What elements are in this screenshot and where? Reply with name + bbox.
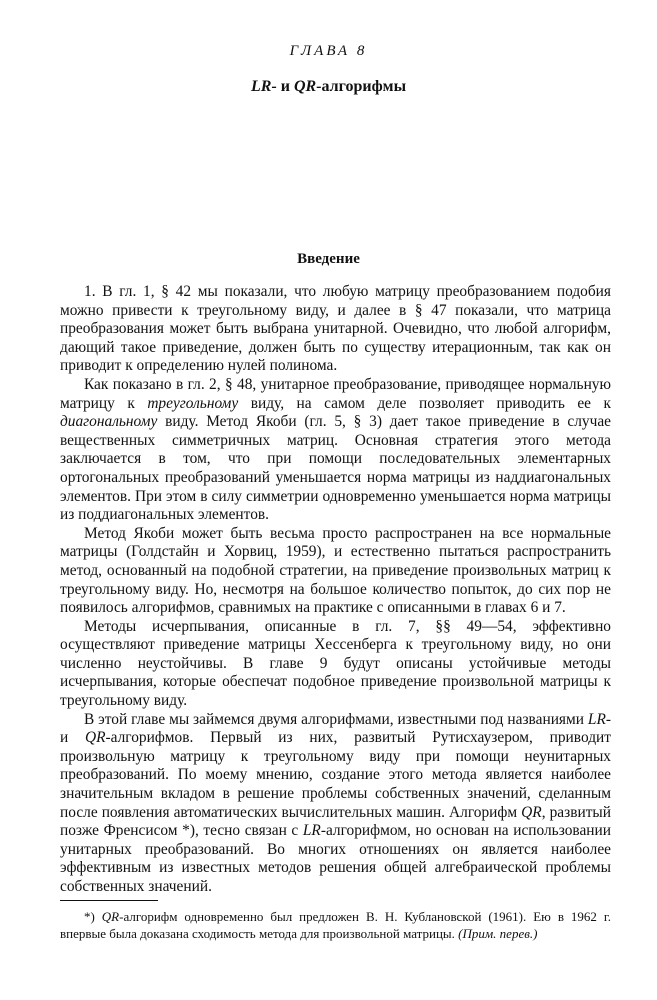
paragraph-2-text-c: виду, на самом деле позволяет приводить ее к [238, 394, 611, 412]
title-qr: QR [293, 78, 317, 95]
term-qr: QR [84, 729, 106, 747]
body-text [60, 283, 611, 897]
title-algorithms: -алгорифмы [316, 78, 407, 95]
paragraph-5 [60, 711, 611, 897]
paragraph-2-text-e: виду. Метод Якоби (гл. 5, § 3) дает такое приведение в случае вещественных симметричных матриц. Основная стратегия этого метода заключается в том, что при помощи последовательных элементарных ортогональных преобразований уменьшается норма матрицы из наддиагональных элементов. При этом в силу симметрии одновременно уменьшается норма матрицы из поддиагональных элементов. [60, 413, 611, 524]
term-lr-2: LR [302, 822, 321, 840]
chapter-label: ГЛАВА 8 [289, 43, 368, 59]
paragraph-3: Метод Якоби может быть весьма просто распространен на все нормальные матрицы (Голдстайн и Хорвиц, 1959), и естественно пытаться распространить метод, основанный на подобной стратегии, на приведение произвольных матриц к треугольному виду. Но, несмотря на большое количество попыток, до сих пор не появилось алгорифмов, сравнимых на практике с описанными в главах 6 и 7. [60, 524, 611, 617]
title-lr: LR [250, 78, 272, 95]
title-and: - и [271, 78, 294, 95]
paragraph-5-text-a: В этой главе мы займемся двумя алгорифмами, известными под названиями [84, 710, 588, 728]
term-qr-2: QR [521, 803, 542, 821]
footnote [60, 909, 611, 942]
paragraph-5-text-e: -алгорифмов. Первый из них, развитый Рутисхаузером, приводит произвольную матрицу к треугольному виду при помощи неунитарных преобразований. По моему мнению, создание этого метода является наиболее значительным вкладом в решение проблемы собственных значений, сделанным после появления автоматических вычислительных машин. Алгорифм [60, 729, 611, 821]
paragraph-2-text-a: Как показано в гл. 2, § 48, унитарное преобразование, приводящее нормальную матрицу к [60, 375, 611, 412]
section-heading: Введение [297, 251, 360, 267]
footnote-body: -алгорифм одновременно был предложен В. Н. Кублановской (1961). Ею в 1962 г. впервые была доказана сходимость метода для произвольной матрицы. [60, 909, 611, 941]
footnote-marker: *) [84, 909, 102, 924]
footnote-text [60, 909, 611, 942]
emphasis-triangular: треугольному [147, 394, 239, 412]
paragraph-5-text-i: -алгорифмом, но основан на использовании унитарных преобразований. Во многих отношениях он является наиболее эффективным из известных методов решения общей алгебраической проблемы собственных значений. [60, 822, 611, 895]
chapter-title [0, 78, 657, 96]
emphasis-diagonal: диагональному [60, 413, 158, 431]
footnote-term-qr: QR [101, 909, 120, 924]
paragraph-5-text-g: , развитый позже Френсисом *), тесно связан с [60, 803, 612, 840]
paragraph-2 [60, 376, 611, 525]
translator-note: (Прим. перев.) [458, 925, 538, 941]
term-lr: LR [587, 710, 606, 728]
paragraph-5-text-c: - и [60, 710, 611, 747]
paragraph-1: 1. В гл. 1, § 42 мы показали, что любую матрицу преобразованием подобия можно привести к треугольному виду, и далее в § 47 показали, что матрица преобразования может быть выбрана унитарной. Очевидно, что любой алгорифм, дающий такое приведение, должен быть по существу итерационным, так как он приводит к определению нулей полинома. [60, 283, 611, 375]
paragraph-4: Методы исчерпывания, описанные в гл. 7, §§ 49—54, эффективно осуществляют приведение матрицы Хессенберга к треугольному виду, но они численно неустойчивы. В главе 9 будут описаны устойчивые методы исчерпывания, которые обеспечат подобное приведение произвольной матрицы к треугольному виду. [60, 617, 611, 710]
footnote-divider [60, 900, 158, 901]
